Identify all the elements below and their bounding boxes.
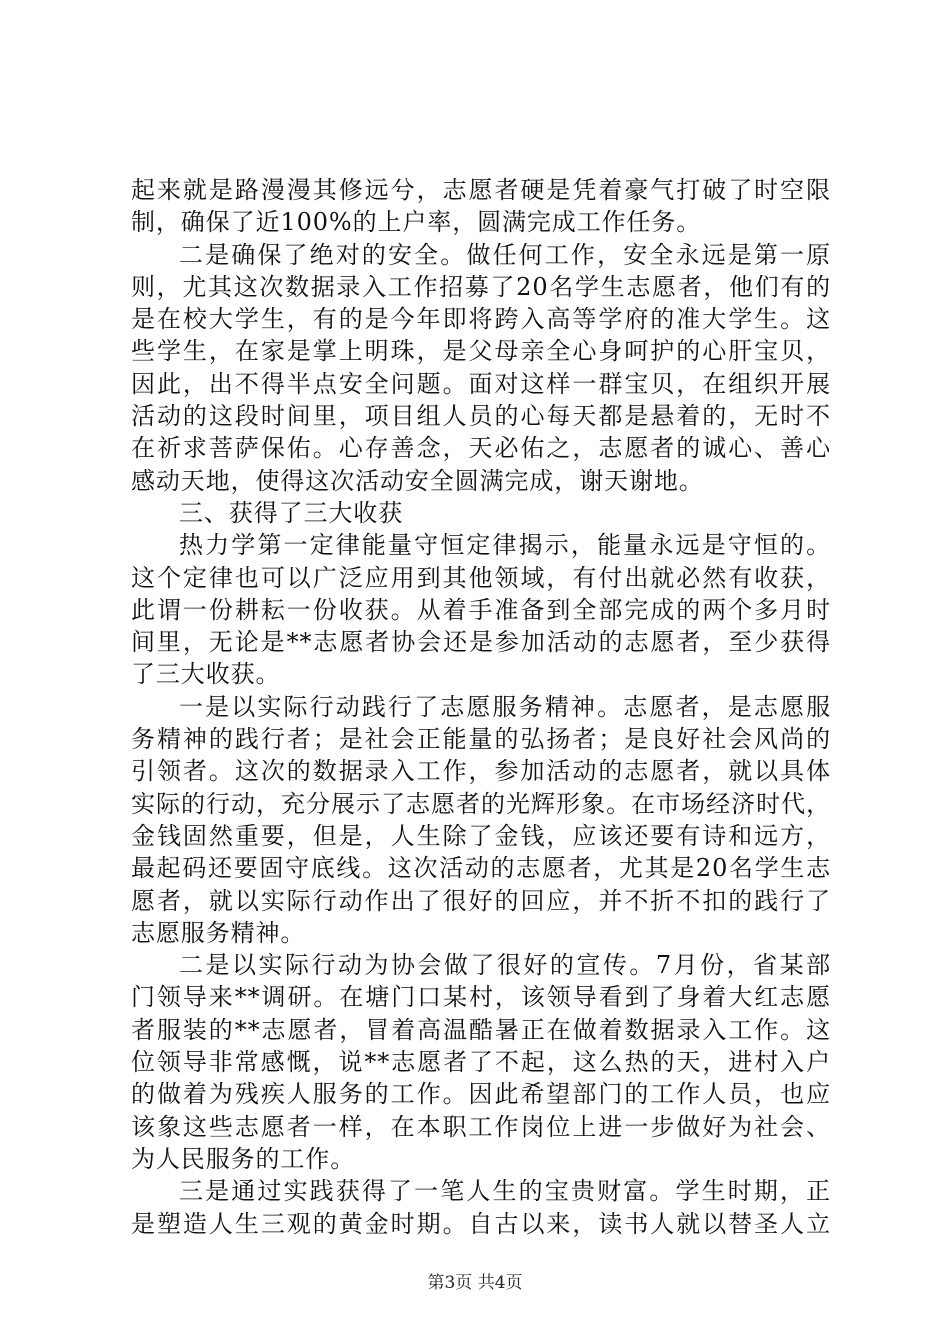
text-line: 最起码还要固守底线。这次活动的志愿者，尤其是20名学生志 — [131, 854, 831, 883]
page-footer: 第3页 共4页 — [427, 1273, 523, 1293]
text-line: 者服装的**志愿者，冒着高温酷暑正在做着数据录入工作。这 — [131, 1015, 831, 1044]
text-line: 金钱固然重要，但是，人生除了金钱，应该还要有诗和远方， — [131, 821, 831, 850]
document-body — [131, 174, 831, 1240]
text-line: 制，确保了近100%的上户率，圆满完成工作任务。 — [131, 208, 702, 237]
text-line: 些学生，在家是掌上明珠，是父母亲全心身呵护的心肝宝贝， — [131, 337, 831, 366]
text-line: 热力学第一定律能量守恒定律揭示，能量永远是守恒的。 — [179, 531, 831, 560]
text-line: 间里，无论是**志愿者协会还是参加活动的志愿者，至少获得 — [131, 628, 831, 657]
text-line: 门领导来**调研。在塘门口某村，该领导看到了身着大红志愿 — [131, 983, 831, 1012]
text-line: 位领导非常感慨，说**志愿者了不起，这么热的天，进村入户 — [131, 1048, 831, 1077]
text-line: 在祈求菩萨保佑。心存善念，天必佑之，志愿者的诚心、善心 — [131, 434, 831, 463]
text-line: 则，尤其这次数据录入工作招募了20名学生志愿者，他们有的 — [131, 272, 831, 301]
text-line: 二是以实际行动为协会做了很好的宣传。7月份，省某部 — [179, 951, 831, 980]
text-line: 志愿服务精神。 — [131, 918, 306, 947]
text-line: 的做着为残疾人服务的工作。因此希望部门的工作人员，也应 — [131, 1080, 831, 1109]
text-line: 这个定律也可以广泛应用到其他领域，有付出就必然有收获， — [131, 563, 831, 592]
text-line: 起来就是路漫漫其修远兮，志愿者硬是凭着豪气打破了时空限 — [131, 176, 831, 204]
text-line: 引领者。这次的数据录入工作，参加活动的志愿者，就以具体 — [131, 757, 831, 786]
text-line: 务精神的践行者；是社会正能量的弘扬者；是良好社会风尚的 — [131, 725, 831, 754]
text-line: 实际的行动，充分展示了志愿者的光辉形象。在市场经济时代， — [131, 789, 831, 818]
text-line: 一是以实际行动践行了志愿服务精神。志愿者，是志愿服 — [179, 692, 831, 721]
text-line: 为人民服务的工作。 — [131, 1144, 356, 1173]
text-line: 此谓一份耕耘一份收获。从着手准备到全部完成的两个多月时 — [131, 595, 831, 624]
text-line: 三、获得了三大收获 — [179, 498, 404, 527]
text-line: 感动天地，使得这次活动安全圆满完成，谢天谢地。 — [131, 466, 704, 495]
text-line: 了三大收获。 — [131, 660, 281, 689]
text-line: 二是确保了绝对的安全。做任何工作，安全永远是第一原 — [179, 240, 831, 269]
text-line: 因此，出不得半点安全问题。面对这样一群宝贝，在组织开展 — [131, 369, 831, 398]
text-line: 三是通过实践获得了一笔人生的宝贵财富。学生时期，正 — [179, 1177, 831, 1206]
text-line: 是在校大学生，有的是今年即将跨入高等学府的准大学生。这 — [131, 305, 831, 334]
text-line: 活动的这段时间里，项目组人员的心每天都是悬着的，无时不 — [131, 402, 831, 431]
text-line: 愿者，就以实际行动作出了很好的回应，并不折不扣的践行了 — [131, 886, 831, 915]
text-line: 该象这些志愿者一样，在本职工作岗位上进一步做好为社会、 — [131, 1112, 831, 1141]
text-line: 是塑造人生三观的黄金时期。自古以来，读书人就以替圣人立 — [131, 1209, 831, 1238]
